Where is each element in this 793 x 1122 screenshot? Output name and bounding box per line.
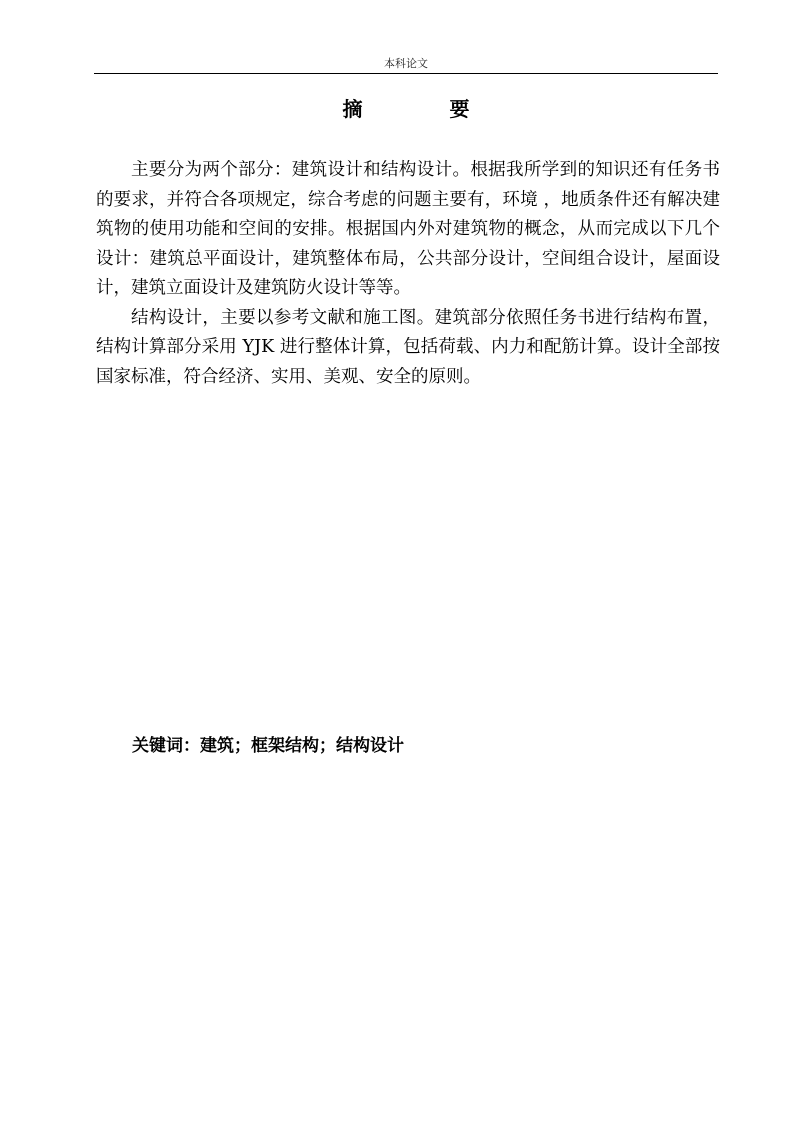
running-header: 本科论文 bbox=[384, 57, 428, 70]
abstract-title: 摘 要 bbox=[342, 97, 510, 121]
keywords-line: 关键词：建筑；框架结构；结构设计 bbox=[132, 736, 404, 756]
header-rule bbox=[94, 73, 718, 74]
abstract-body bbox=[96, 156, 720, 392]
abstract-paragraph-2: 结构设计，主要以参考文献和施工图。建筑部分依照任务书进行结构布置，结构计算部分采用 YJK 进行整体计算，包括荷载、内力和配筋计算。设计全部按国家标准，符合经济、实用、美观、安全的原则。 bbox=[96, 307, 720, 387]
abstract-paragraph-1: 主要分为两个部分：建筑设计和结构设计。根据我所学到的知识还有任务书的要求，并符合各项规定，综合考虑的问题主要有，环境 ，地质条件还有解决建筑物的使用功能和空间的安排。根据国内外对建筑物的概念，从而完成以下几个设计：建筑总平面设计，建筑整体布局，公共部分设计，空间组合设计，屋面设计，建筑立面设计及建筑防火设计等等。 bbox=[96, 160, 720, 298]
